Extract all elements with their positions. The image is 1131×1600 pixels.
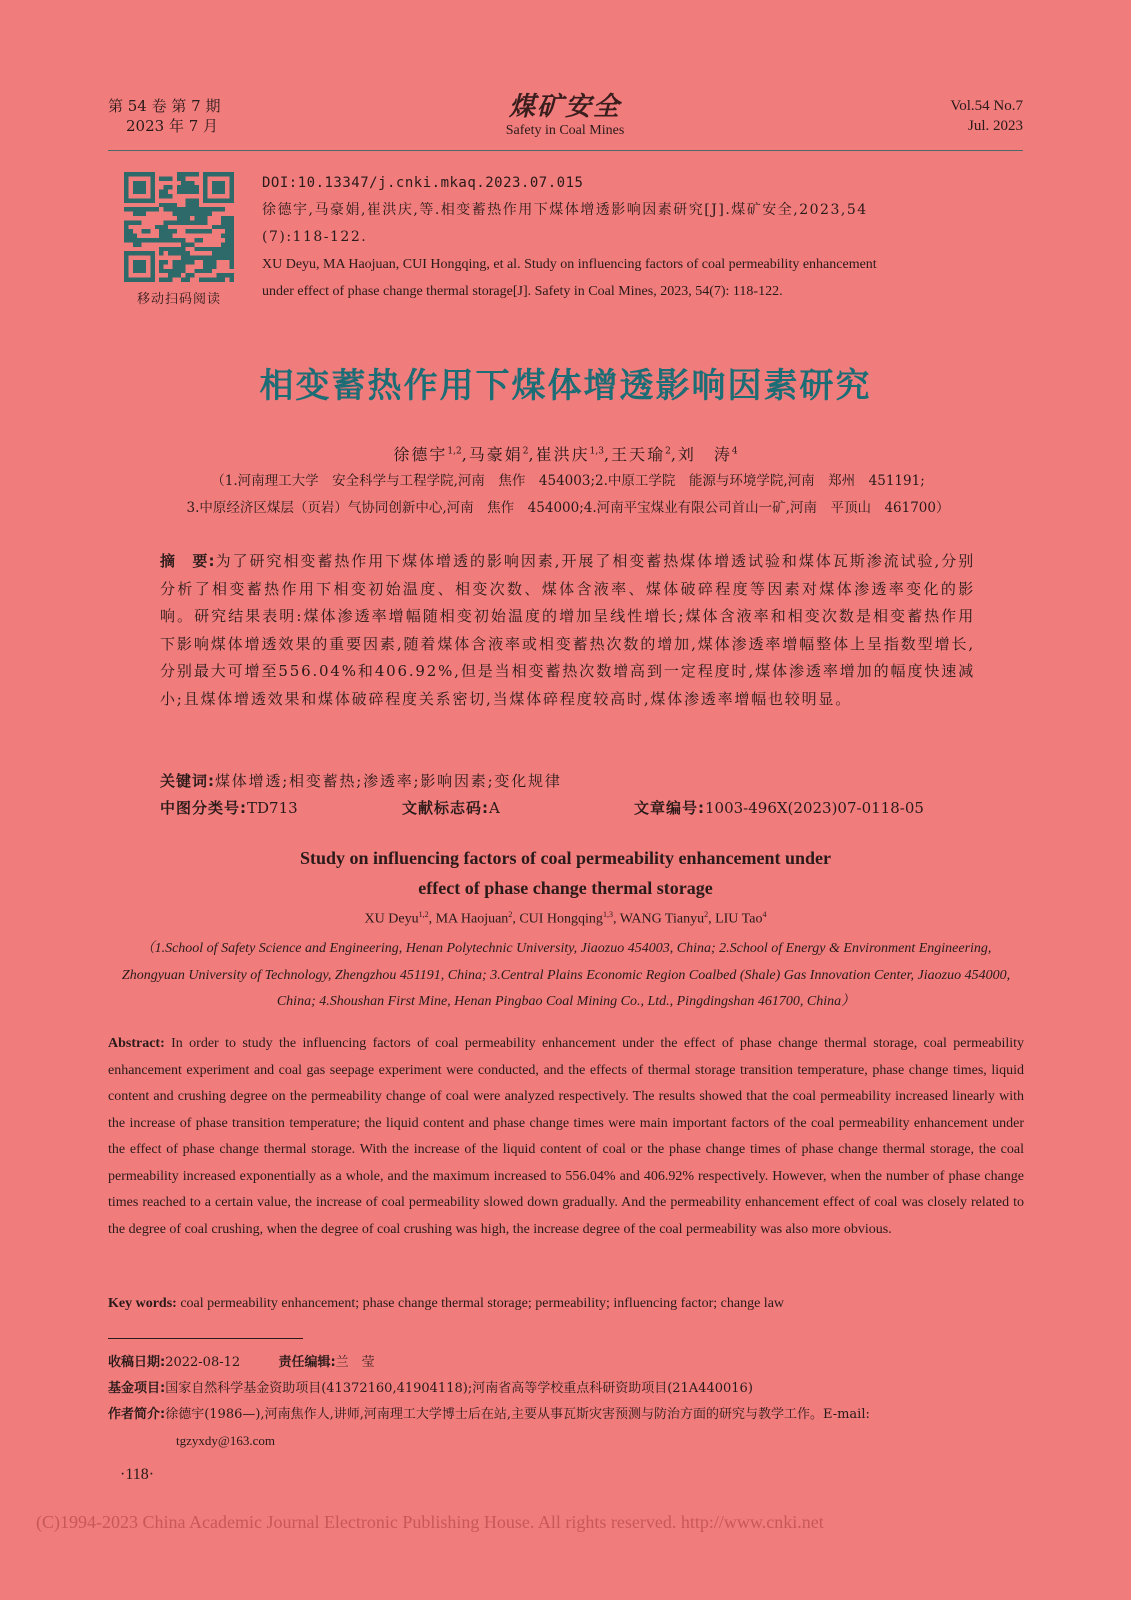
citation-en-line1: XU Deyu, MA Haojuan, CUI Hongqing, et al. Study on influencing factors of coal permeability enhancement [262, 257, 877, 272]
author-name: 马豪娟 [468, 445, 523, 464]
keywords-cn-text: 煤体增透;相变蓄热;渗透率;影响因素;变化规律 [215, 772, 562, 790]
received-label: 收稿日期: [108, 1355, 166, 1370]
bio-label: 作者简介: [108, 1407, 166, 1422]
author-name: XU Deyu [364, 911, 419, 927]
date-en: Jul. 2023 [967, 118, 1023, 134]
article-no-label: 文章编号: [634, 799, 705, 817]
affiliation-line: （1.河南理工大学 安全科学与工程学院,河南 焦作 454003;2.中原工学院 能源与环境学院,河南 郑州 451191; [211, 473, 925, 489]
author-list: 徐德宇$^{1,2}$,马豪娟$^2$,崔洪庆$^{1,3}$,王天瑜$^2$,刘 涛$^4$ [393, 445, 738, 464]
abstract-cn [160, 548, 975, 713]
copyright-watermark: (C)1994-2023 China Academic Journal Electronic Publishing House. All rights reserved. http://www.cnki.net [36, 1512, 824, 1532]
author-affiliation-sup: 2 [704, 910, 709, 919]
author-affiliation-sup: 2 [508, 910, 513, 919]
affiliations-cn [108, 468, 1028, 522]
author-name: 崔洪庆 [535, 445, 590, 464]
clc-label: 中图分类号: [160, 799, 247, 817]
doc-code-label: 文献标志码: [402, 799, 489, 817]
citation-block [262, 170, 1024, 305]
english-title-line2: effect of phase change thermal storage [418, 878, 713, 898]
header-rule [108, 150, 1023, 151]
keywords-cn [160, 770, 562, 791]
english-affiliations: （1.School of Safety Science and Engineering, Henan Polytechnic University, Jiaozuo 454003, China; 2.School of Energy & Environment Engineering, Zhongyuan University of Technology, Zhengzhou 451191, China; 3.Central Plains Economic Region Coalbed (Shale) Gas Innovation Center, Jiaozuo 454000, China; 4.Shoushan First Mine, Henan Pingbao Coal Mining Co., Ltd., Pingdingshan 461700, China） [121, 941, 1011, 1009]
author-affiliation-sup: 2 [522, 446, 529, 457]
qr-label: 移动扫码阅读 [136, 292, 221, 307]
author-affiliation-sup: 2 [665, 446, 671, 457]
author-affiliation-sup: 4 [762, 910, 767, 919]
keywords-en [108, 1296, 784, 1312]
abstract-en-label: Abstract: [108, 1036, 165, 1051]
footnote-received [108, 1350, 1026, 1376]
bio-value: 徐德宇(1986—),河南焦作人,讲师,河南理工大学博士后在站,主要从事瓦斯灾害预测与防治方面的研究与教学工作。E-mail: [165, 1407, 870, 1422]
author-affiliation-sup: 1,3 [589, 446, 604, 457]
author-name: 徐德宇 [393, 445, 448, 464]
abstract-en-text: In order to study the influencing factors of coal permeability enhancement under the effect of phase change thermal storage, coal permeability enhancement experiment and coal gas seepage experiment were conducted, and the effects of thermal storage transition temperature, phase change times, liquid content and crushing degree on the permeability change of coal were analyzed respectively. The results showed that the coal permeability increased linearly with the increase of phase transition temperature; the liquid content and phase change times were main important factors of the coal permeability enhancement under the effect of phase change thermal storage. With the increase of the liquid content of coal or the phase change times of phase change thermal storage, the coal permeability increased exponentially as a whole, and the maximum increased to 556.04% and 406.92% respectively. However, when the number of phase change times reached to a certain value, the increase of coal permeability slowed down gradually. And the permeability enhancement effect of coal was closely related to the degree of coal crushing, when the degree of coal crushing was high, the increase degree of the coal permeability was also more obvious. [108, 1036, 1024, 1237]
doi[interactable]: DOI:10.13347/j.cnki.mkaq.2023.07.015 [262, 175, 584, 191]
author-name: LIU Tao [715, 911, 763, 927]
citation-cn-line1: 徐德宇,马豪娟,崔洪庆,等.相变蓄热作用下煤体增透影响因素研究[J].煤矿安全,2023,54 [262, 202, 868, 218]
author-name: CUI Hongqing [519, 911, 603, 927]
abstract-cn-text: 为了研究相变蓄热作用下煤体增透的影响因素,开展了相变蓄热煤体增透试验和煤体瓦斯渗流试验,分别分析了相变蓄热作用下相变初始温度、相变次数、煤体含液率、煤体破碎程度等因素对煤体渗透率变化的影响。研究结果表明:煤体渗透率增幅随相变初始温度的增加呈线性增长;煤体含液率和相变次数是相变蓄热作用下影响煤体增透效果的重要因素,随着煤体含液率或相变蓄热次数的增加,煤体渗透率增幅整体上呈指数型增长,分别最大可增至556.04%和406.92%,但是当相变蓄热次数增高到一定程度时,煤体渗透率增加的幅度快速减小;且煤体增透效果和煤体破碎程度关系密切,当煤体碎程度较高时,煤体渗透率增幅也较明显。 [160, 552, 975, 708]
citation-en-line2: under effect of phase change thermal storage[J]. Safety in Coal Mines, 2023, 54(7): 118-122. [262, 284, 783, 299]
page-title: 相变蓄热作用下煤体增透影响因素研究 [259, 366, 872, 406]
header-right [950, 96, 1023, 136]
article-no-value: 1003-496X(2023)07-0118-05 [705, 799, 924, 817]
author-affiliation-sup: 1,2 [447, 446, 462, 457]
header-left [108, 96, 220, 136]
footnote-rule [108, 1338, 303, 1339]
author-name: 王天瑜 [611, 445, 666, 464]
affiliation-line: 3.中原经济区煤层（页岩）气协同创新中心,河南 焦作 454000;4.河南平宝煤业有限公司首山一矿,河南 平顶山 461700） [186, 500, 950, 516]
editor-value: 兰 莹 [335, 1355, 375, 1370]
abstract-cn-label: 摘 要: [160, 552, 216, 570]
keywords-en-text: coal permeability enhancement; phase change thermal storage; permeability; influencing factor; change law [180, 1296, 785, 1311]
footnote-fund [108, 1376, 1026, 1402]
author-name: 刘 涛 [677, 445, 732, 464]
author-name: MA Haojuan [435, 911, 509, 927]
author-affiliation-sup: 1,3 [602, 910, 613, 919]
qr-code-icon[interactable] [124, 172, 234, 282]
keywords-cn-label: 关键词: [160, 772, 215, 790]
journal-logo: 煤矿安全 [508, 92, 621, 122]
english-title-line1: Study on influencing factors of coal permeability enhancement under [300, 848, 831, 868]
volume-issue-en: Vol.54 No.7 [950, 98, 1023, 114]
journal-name-en: Safety in Coal Mines [505, 123, 625, 138]
page-number: ·118· [120, 1466, 155, 1483]
english-author-list: XU Deyu$^{1,2}$, MA Haojuan$^2$, CUI Hongqing$^{1,3}$, WANG Tianyu$^2$, LIU Tao$^4$ [364, 910, 767, 927]
citation-cn-line2: (7):118-122. [262, 229, 368, 245]
keywords-en-label: Key words: [108, 1296, 177, 1311]
author-affiliation-sup: 1,2 [418, 910, 429, 919]
received-value: 2022-08-12 [165, 1355, 241, 1370]
clc-value: TD713 [247, 799, 298, 817]
author-name: WANG Tianyu [619, 911, 705, 927]
author-affiliation-sup: 4 [731, 446, 738, 457]
author-email[interactable]: tgzyxdy@163.com [176, 1433, 275, 1448]
footnote-bio [108, 1402, 1026, 1428]
doc-code-value: A [489, 799, 500, 817]
journal-masthead [440, 92, 690, 140]
abstract-en [108, 1031, 1024, 1243]
volume-issue-cn: 第 54 卷 第 7 期 [108, 97, 221, 115]
fund-value: 国家自然科学基金资助项目(41372160,41904118);河南省高等学校重点科研资助项目(21A440016) [165, 1381, 753, 1396]
date-cn: 2023 年 7 月 [126, 117, 219, 135]
editor-label: 责任编辑: [278, 1355, 336, 1370]
fund-label: 基金项目: [108, 1381, 166, 1396]
english-title [0, 843, 1131, 903]
